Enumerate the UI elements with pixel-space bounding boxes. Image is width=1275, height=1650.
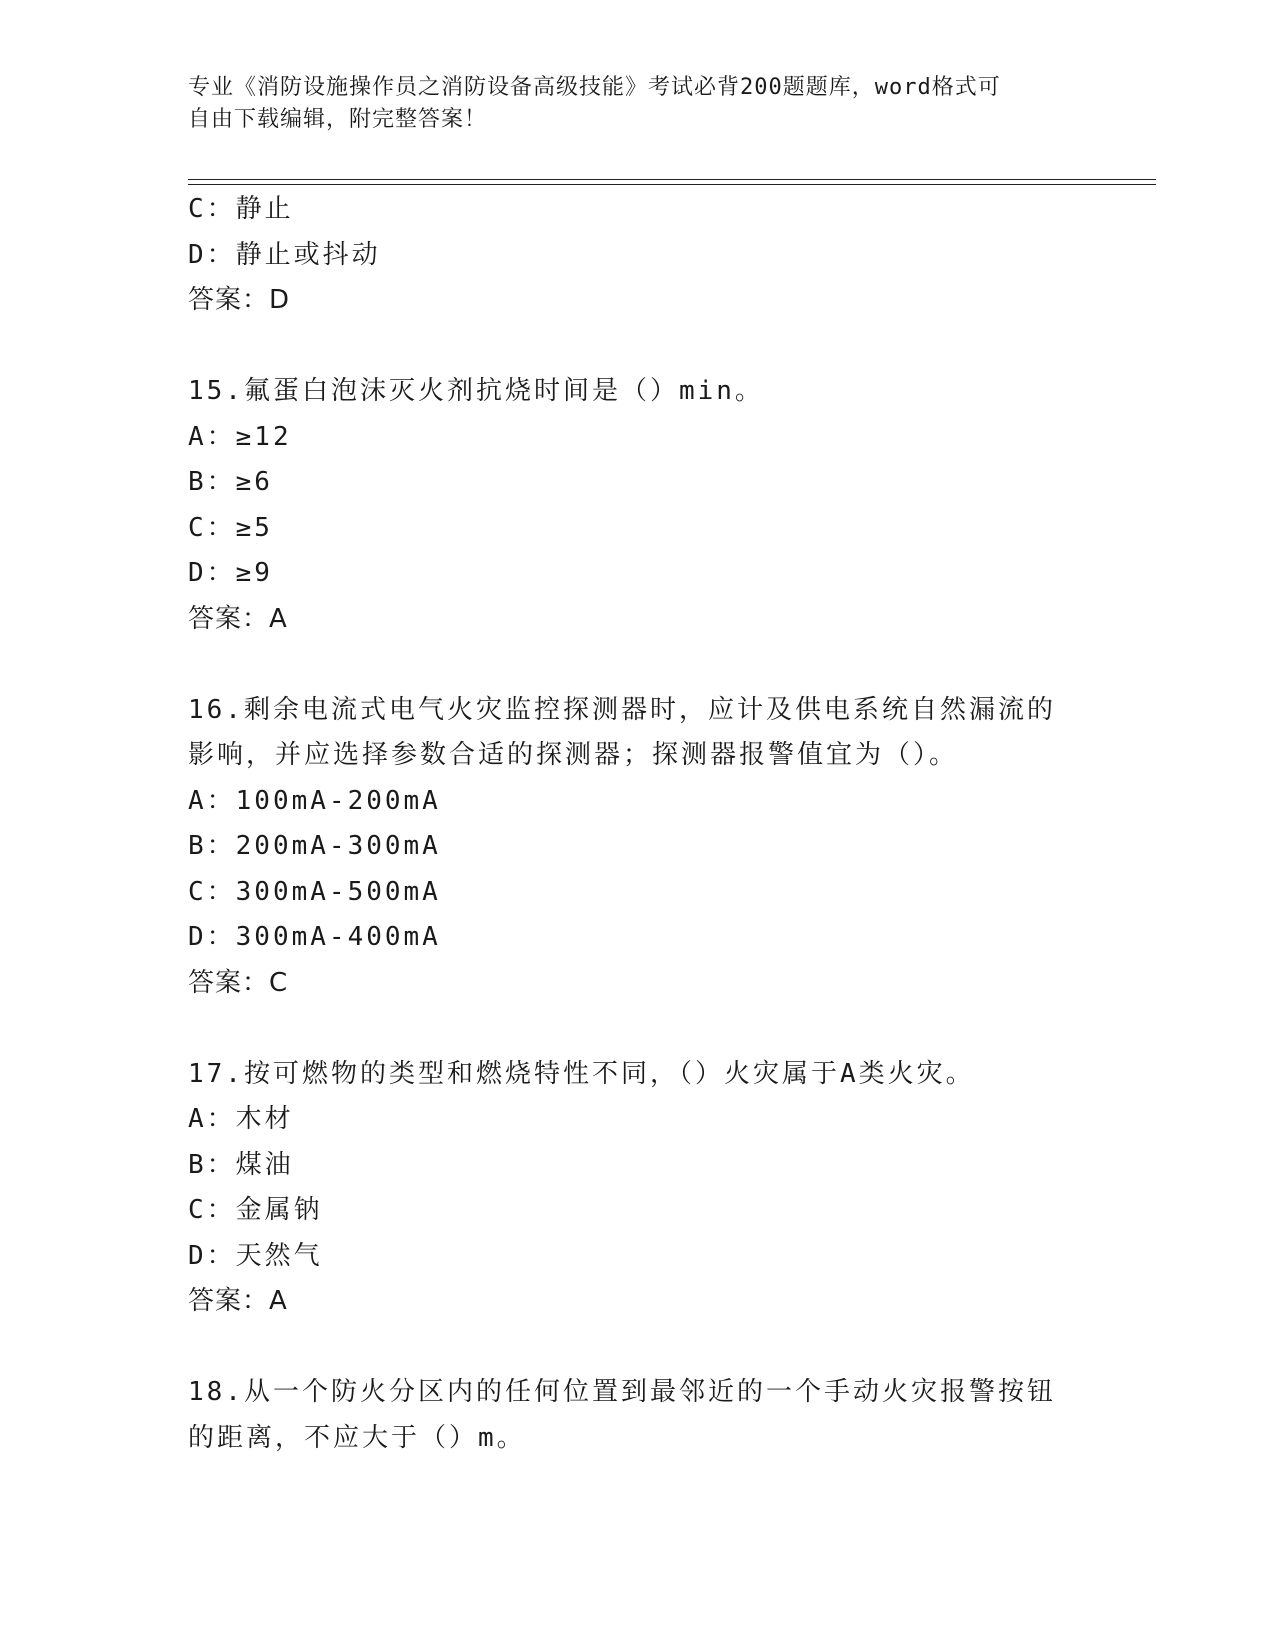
question-stem-16: 16.剩余电流式电气火灾监控探测器时，应计及供电系统自然漏流的影响，并应选择参数合适的探测器；探测器报警值宜为（）。 bbox=[188, 694, 1056, 770]
option-d: D：天然气 bbox=[188, 1240, 323, 1271]
option-a: A：木材 bbox=[188, 1104, 294, 1134]
spacer bbox=[188, 324, 1088, 370]
option-c: C：300mA-500mA bbox=[188, 876, 441, 907]
question-stem-15: 15.氟蛋白泡沫灭火剂抗烧时间是（）min。 bbox=[188, 376, 764, 406]
option-a: A：≥12 bbox=[188, 421, 292, 452]
option-c: C：金属钠 bbox=[188, 1195, 323, 1225]
header-line-2: 自由下载编辑，附完整答案！ bbox=[188, 107, 488, 132]
option-d: D：≥9 bbox=[188, 558, 273, 588]
option-c: C：静止 bbox=[188, 194, 294, 224]
answer-line: 答案：A bbox=[188, 1286, 288, 1316]
option-b: B：≥6 bbox=[188, 467, 273, 497]
spacer bbox=[188, 642, 1088, 688]
question-stem-18: 18.从一个防火分区内的任何位置到最邻近的一个手动火灾报警按钮的距离，不应大于（）m。 bbox=[188, 1377, 1056, 1453]
header-divider-top bbox=[188, 179, 1156, 180]
option-c: C：≥5 bbox=[188, 512, 273, 543]
question-list bbox=[188, 187, 1088, 1461]
answer-line: 答案：C bbox=[188, 967, 289, 998]
option-d: D：静止或抖动 bbox=[188, 239, 381, 270]
option-b: B：煤油 bbox=[188, 1149, 294, 1180]
option-a: A：100mA-200mA bbox=[188, 785, 441, 816]
option-d: D：300mA-400mA bbox=[188, 922, 441, 952]
answer-line: 答案：A bbox=[188, 603, 288, 634]
header-line-1: 专业《消防设施操作员之消防设备高级技能》考试必背200题题库，word格式可 bbox=[188, 75, 1001, 100]
spacer bbox=[188, 1006, 1088, 1052]
document-header bbox=[188, 72, 1068, 136]
header-divider-bottom bbox=[188, 184, 1156, 185]
option-b: B：200mA-300mA bbox=[188, 831, 441, 861]
answer-line: 答案：D bbox=[188, 285, 291, 315]
spacer bbox=[188, 1325, 1088, 1371]
question-stem-17: 17.按可燃物的类型和燃烧特性不同，（）火灾属于A类火灾。 bbox=[188, 1058, 975, 1089]
